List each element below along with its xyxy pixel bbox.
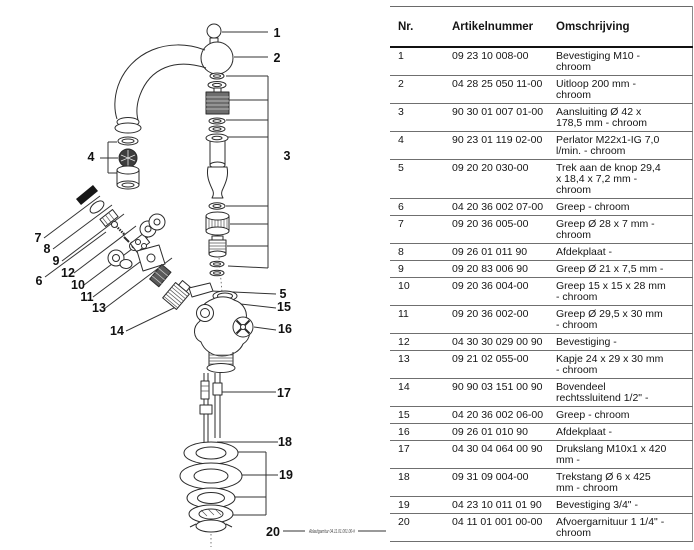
table-row: [390, 76, 692, 104]
drain-parts: [180, 442, 242, 532]
description-cell: Greep Ø 29,5 x 30 mm - chroom: [556, 306, 692, 334]
part-number-cell: 9: [390, 261, 452, 278]
part-number-cell: 19: [390, 497, 452, 514]
table-row: [390, 216, 692, 244]
description-cell: Greep Ø 21 x 7,5 mm -: [556, 261, 692, 278]
description-cell: Uitloop 200 mm - chroom: [556, 76, 692, 104]
article-number-cell: 09 20 36 004-00: [452, 278, 556, 306]
table-row: [390, 497, 692, 514]
description-cell: Greep - chroom: [556, 199, 692, 216]
column-header-artikelnummer: Artikelnummer: [452, 7, 556, 48]
table-row: [390, 379, 692, 407]
part-number-cell: 16: [390, 424, 452, 441]
callout-number: 19: [279, 468, 293, 482]
part-number-cell: 7: [390, 216, 452, 244]
part-number-cell: 8: [390, 244, 452, 261]
article-number-cell: 09 20 36 005-00: [452, 216, 556, 244]
pull-knob-part: [189, 283, 213, 297]
part-number-cell: 14: [390, 379, 452, 407]
table-row: [390, 407, 692, 424]
article-number-cell: 09 31 09 004-00: [452, 469, 556, 497]
description-cell: Bevestiging -: [556, 334, 692, 351]
faucet-parts: [76, 24, 253, 532]
table-row: [390, 104, 692, 132]
callout-number: 7: [34, 231, 42, 245]
article-number-cell: 04 30 04 064 00 90: [452, 441, 556, 469]
article-number-cell: 04 20 36 002 06-00: [452, 407, 556, 424]
article-number-cell: 90 90 03 151 00 90: [452, 379, 556, 407]
part-number-cell: 6: [390, 199, 452, 216]
description-cell: Drukslang M10x1 x 420 mm -: [556, 441, 692, 469]
article-number-cell: 90 23 01 119 02-00: [452, 132, 556, 160]
lever-handle-part: [76, 185, 98, 205]
callout-number: 17: [277, 386, 291, 400]
callout-number: 16: [278, 322, 292, 336]
column-header-omschrijving: Omschrijving: [556, 7, 692, 48]
description-cell: Afdekplaat -: [556, 244, 692, 261]
article-number-cell: 09 21 02 055-00: [452, 351, 556, 379]
callout-number: 14: [110, 324, 124, 338]
part-number-cell: 13: [390, 351, 452, 379]
description-cell: Greep Ø 28 x 7 mm - chroom: [556, 216, 692, 244]
table-row: [390, 424, 692, 441]
callout-number: 3: [283, 149, 291, 163]
article-number-cell: 04 30 30 029 00 90: [452, 334, 556, 351]
knob-part: [207, 24, 221, 38]
callout-number: 6: [35, 274, 43, 288]
callout-number: 4: [87, 150, 95, 164]
table-row: [390, 132, 692, 160]
bovendeel-part: [163, 278, 194, 309]
callout-number: 9: [52, 254, 60, 268]
drain-set-footnote: Ablaufgarnitur 04.11.01.001.00-#: [308, 529, 356, 535]
table-row: [390, 278, 692, 306]
part-number-cell: 17: [390, 441, 452, 469]
callout-number: 11: [80, 290, 94, 304]
callout-numbers: [35, 26, 293, 539]
callout-number: 8: [43, 242, 51, 256]
table-row: [390, 441, 692, 469]
callout-number: 13: [92, 301, 106, 315]
description-cell: Greep 15 x 15 x 28 mm - chroom: [556, 278, 692, 306]
part-number-cell: 3: [390, 104, 452, 132]
article-number-cell: 04 28 25 050 11-00: [452, 76, 556, 104]
callout-number: 12: [61, 266, 75, 280]
parts-table-panel: [390, 6, 692, 542]
table-row: [390, 351, 692, 379]
callout-number: 20: [266, 525, 280, 539]
article-number-cell: 90 30 01 007 01-00: [452, 104, 556, 132]
article-number-cell: 09 26 01 010 90: [452, 424, 556, 441]
parts-table: [390, 6, 693, 542]
description-cell: Bovendeel rechtssluitend 1/2" -: [556, 379, 692, 407]
article-number-cell: 04 23 10 011 01 90: [452, 497, 556, 514]
description-cell: Kapje 24 x 29 x 30 mm - chroom: [556, 351, 692, 379]
part-number-cell: 5: [390, 160, 452, 199]
article-number-cell: 04 11 01 001 00-00: [452, 514, 556, 542]
table-row: [390, 334, 692, 351]
callout-number: 2: [273, 51, 281, 65]
description-cell: Bevestiging M10 - chroom: [556, 47, 692, 76]
description-cell: Greep - chroom: [556, 407, 692, 424]
table-row: [390, 469, 692, 497]
article-number-cell: 09 23 10 008-00: [452, 47, 556, 76]
callout-number: 18: [278, 435, 292, 449]
part-number-cell: 1: [390, 47, 452, 76]
table-row: [390, 306, 692, 334]
callout-number: 10: [71, 278, 85, 292]
part-number-cell: 4: [390, 132, 452, 160]
handle-parts-cluster: [76, 185, 213, 309]
table-row: [390, 514, 692, 542]
description-cell: Trekstang Ø 6 x 425 mm - chroom: [556, 469, 692, 497]
spout-part: [115, 45, 206, 133]
article-number-cell: 09 20 83 006 90: [452, 261, 556, 278]
ball-joint-part: [201, 42, 233, 74]
part-number-cell: 10: [390, 278, 452, 306]
description-cell: Perlator M22x1-IG 7,0 l/min. - chroom: [556, 132, 692, 160]
callout-number: 1: [273, 26, 281, 40]
table-row: [390, 261, 692, 278]
part-number-cell: 12: [390, 334, 452, 351]
perlator-parts: [117, 137, 139, 189]
callout-number: 5: [279, 287, 287, 301]
table-row: [390, 199, 692, 216]
article-number-cell: 09 20 36 002-00: [452, 306, 556, 334]
description-cell: Trek aan de knop 29,4 x 18,4 x 7,2 mm - chroom: [556, 160, 692, 199]
table-row: [390, 244, 692, 261]
part-number-cell: 15: [390, 407, 452, 424]
callout-number: 15: [277, 300, 291, 314]
article-number-cell: 04 20 36 002 07-00: [452, 199, 556, 216]
part-number-cell: 2: [390, 76, 452, 104]
part-number-cell: 18: [390, 469, 452, 497]
table-row: [390, 47, 692, 76]
riser-column-parts: [206, 73, 229, 276]
description-cell: Afvoergarnituur 1 1/4" - chroom: [556, 514, 692, 542]
description-cell: Bevestiging 3/4" -: [556, 497, 692, 514]
description-cell: Aansluiting Ø 42 x 178,5 mm - chroom: [556, 104, 692, 132]
faucet-body: [194, 291, 253, 373]
article-number-cell: 09 20 20 030-00: [452, 160, 556, 199]
part-number-cell: 20: [390, 514, 452, 542]
table-row: [390, 160, 692, 199]
part-number-cell: 11: [390, 306, 452, 334]
description-cell: Afdekplaat -: [556, 424, 692, 441]
column-header-nr: Nr.: [390, 7, 452, 48]
table-header-row: [390, 7, 692, 48]
article-number-cell: 09 26 01 011 90: [452, 244, 556, 261]
